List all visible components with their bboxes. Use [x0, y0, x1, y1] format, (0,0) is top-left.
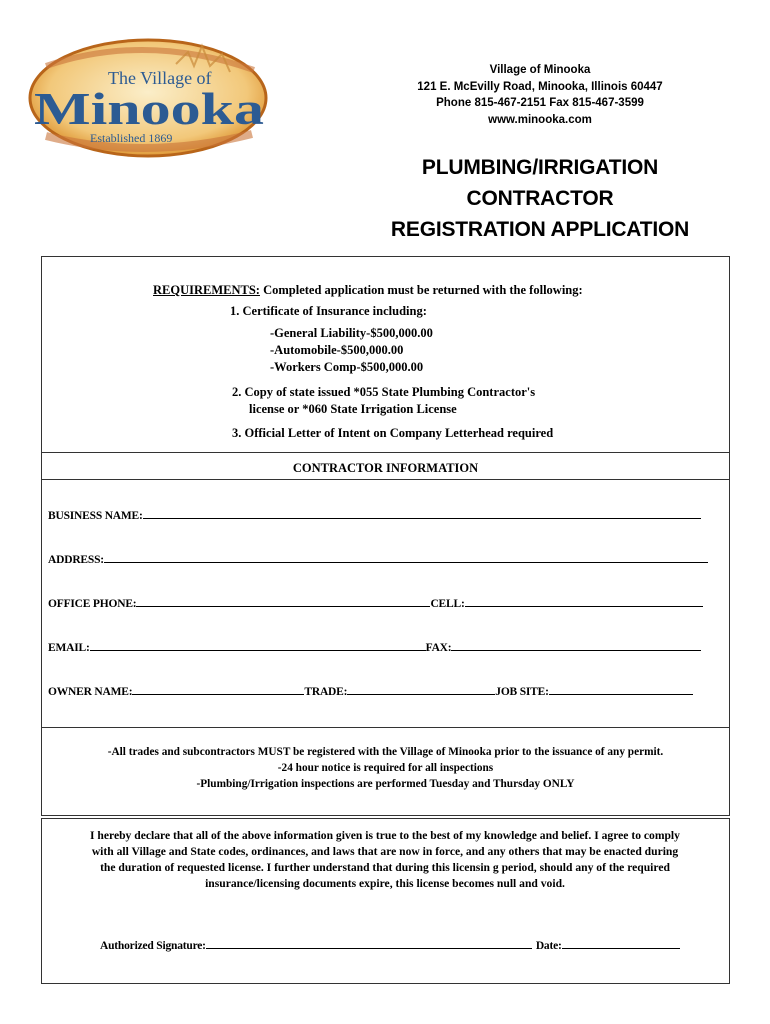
- logo-graphic: [26, 36, 272, 160]
- title-line-2: CONTRACTOR: [466, 187, 614, 210]
- trade-line[interactable]: [347, 693, 495, 695]
- signature-line[interactable]: [206, 947, 532, 949]
- office-phone-label: OFFICE PHONE:: [48, 598, 137, 610]
- trade-label: TRADE:: [304, 686, 348, 698]
- owner-name-label: OWNER NAME:: [48, 686, 133, 698]
- header-address-block: [410, 62, 670, 128]
- address-field[interactable]: [48, 550, 708, 566]
- address-line[interactable]: [104, 561, 708, 563]
- requirements-intro: Completed application must be returned with the following:: [259, 283, 583, 297]
- contractor-info-heading: CONTRACTOR INFORMATION: [292, 461, 479, 475]
- requirement-item-2b: license or *060 State Irrigation License: [249, 402, 457, 416]
- cell-label: CELL:: [430, 598, 465, 610]
- office-phone-field[interactable]: [48, 594, 703, 610]
- requirement-sub-3: -Workers Comp-$500,000.00: [270, 360, 424, 374]
- address-label: ADDRESS:: [48, 554, 104, 566]
- logo-text-3: Established 1869: [90, 131, 173, 145]
- title-line-3: REGISTRATION APPLICATION: [390, 218, 690, 241]
- job-site-label: JOB SITE:: [495, 686, 549, 698]
- requirement-sub-1: -General Liability-$500,000.00: [270, 326, 433, 340]
- requirement-item-2a: 2. Copy of state issued *055 State Plumbing Contractor's: [232, 385, 536, 399]
- village-name: Village of Minooka: [489, 64, 591, 76]
- job-site-line[interactable]: [549, 693, 693, 695]
- village-address: 121 E. McEvilly Road, Minooka, Illinois 60447: [417, 80, 663, 93]
- office-phone-line[interactable]: [136, 605, 430, 607]
- village-logo: [26, 36, 272, 160]
- requirement-sub-2: -Automobile-$500,000.00: [270, 343, 404, 357]
- declaration-line-2: with all Village and State codes, ordinances, and laws that are now in force, and any others that may be enacted during: [91, 845, 679, 858]
- requirements-heading: [153, 282, 583, 299]
- note-inspection-days: -Plumbing/Irrigation inspections are performed Tuesday and Thursday ONLY: [196, 778, 575, 790]
- fax-line[interactable]: [451, 649, 701, 651]
- signature-row[interactable]: [100, 936, 680, 952]
- cell-line[interactable]: [465, 605, 703, 607]
- title-line-1: PLUMBING/IRRIGATION: [421, 156, 659, 179]
- owner-name-line[interactable]: [132, 693, 304, 695]
- requirement-item-1: 1. Certificate of Insurance including:: [230, 304, 427, 318]
- email-label: EMAIL:: [48, 642, 90, 654]
- business-name-label: BUSINESS NAME:: [48, 510, 143, 522]
- date-label: Date:: [535, 940, 562, 952]
- email-line[interactable]: [90, 649, 426, 651]
- form-title: [340, 152, 740, 245]
- divider: [41, 479, 730, 480]
- note-registration: -All trades and subcontractors MUST be registered with the Village of Minooka prior to the issuance of any permit.: [107, 746, 664, 758]
- business-name-line[interactable]: [143, 517, 701, 519]
- declaration-line-1: I hereby declare that all of the above information given is true to the best of my knowledge and belief. I agree to comply: [90, 829, 680, 842]
- logo-text-1: The Village of: [108, 68, 212, 88]
- owner-trade-jobsite-row[interactable]: [48, 682, 693, 698]
- requirement-item-3: 3. Official Letter of Intent on Company Letterhead required: [232, 426, 554, 440]
- village-phone: Phone 815-467-2151 Fax 815-467-3599: [436, 97, 644, 109]
- note-inspection-notice: -24 hour notice is required for all inspections: [277, 762, 494, 774]
- date-line[interactable]: [562, 947, 680, 949]
- declaration-line-3: the duration of requested license. I further understand that during this licensin g period, should any of the required: [100, 861, 670, 874]
- email-field[interactable]: [48, 638, 701, 654]
- fax-label: FAX:: [425, 642, 452, 654]
- requirements-label: REQUIREMENTS:: [153, 283, 260, 297]
- business-name-field[interactable]: [48, 506, 701, 522]
- village-website: www.minooka.com: [488, 113, 592, 126]
- signature-label: Authorized Signature:: [100, 940, 206, 952]
- divider: [41, 452, 730, 453]
- declaration-line-4: insurance/licensing documents expire, this license becomes null and void.: [205, 877, 565, 890]
- divider: [41, 727, 730, 728]
- logo-text-2: Minooka: [34, 83, 264, 134]
